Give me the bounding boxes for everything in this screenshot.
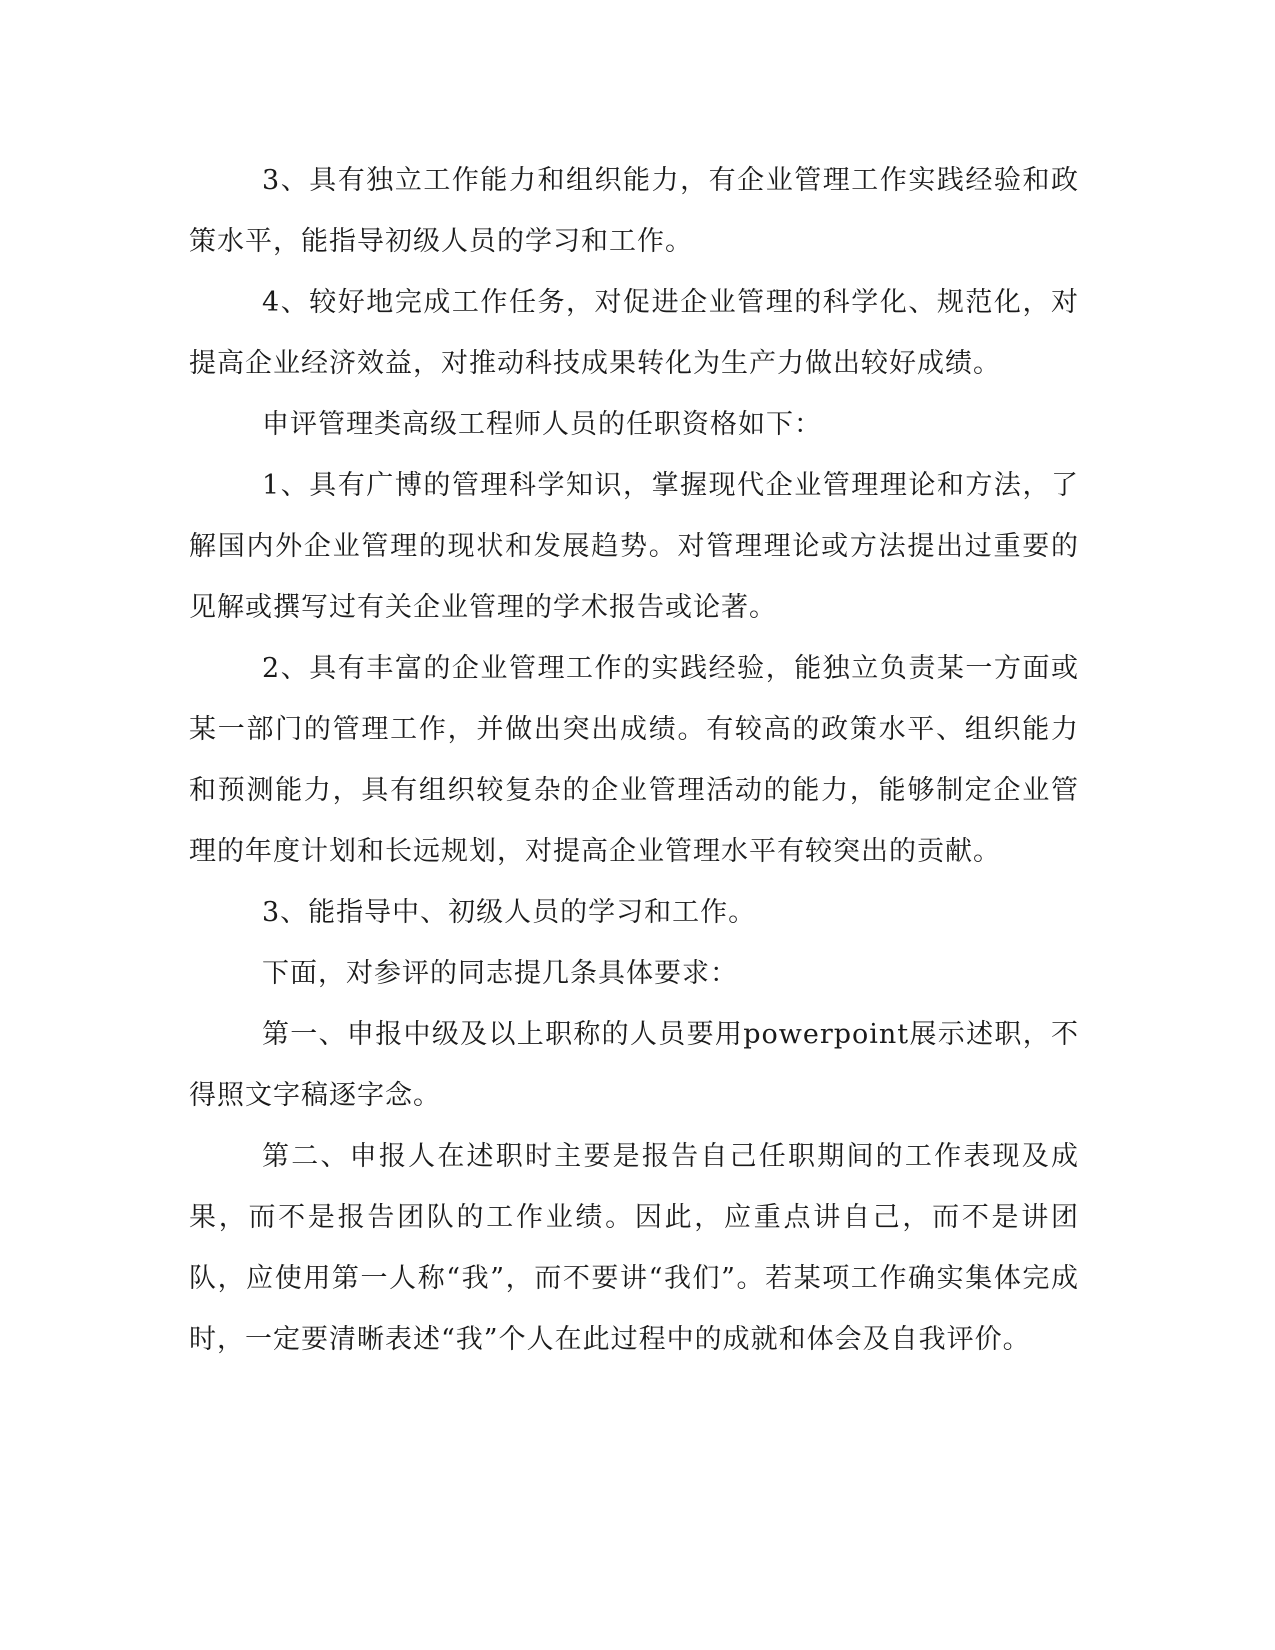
paragraph-senior-item-1: 1、具有广博的管理科学知识，掌握现代企业管理理论和方法，了解国内外企业管理的现状和发展趋势。对管理理论或方法提出过重要的见解或撰写过有关企业管理的学术报告或论著。 xyxy=(189,470,1079,623)
paragraph-requirement-first: 第一、申报中级及以上职称的人员要用powerpoint展示述职，不得照文字稿逐字念。 xyxy=(189,1019,1079,1111)
paragraph-item-3-independent-work: 3、具有独立工作能力和组织能力，有企业管理工作实践经验和政策水平，能指导初级人员的学习和工作。 xyxy=(189,165,1079,257)
paragraph-senior-item-3: 3、能指导中、初级人员的学习和工作。 xyxy=(262,897,757,928)
paragraph-requirement-second: 第二、申报人在述职时主要是报告自己任职期间的工作表现及成果，而不是报告团队的工作业绩。因此，应重点讲自己，而不是讲团队，应使用第一人称“我”，而不要讲“我们”。若某项工作确实集体完成时，一定要清晰表述“我”个人在此过程中的成就和体会及自我评价。 xyxy=(189,1141,1079,1355)
paragraph-senior-item-2: 2、具有丰富的企业管理工作的实践经验，能独立负责某一方面或某一部门的管理工作，并做出突出成绩。有较高的政策水平、组织能力和预测能力，具有组织较复杂的企业管理活动的能力，能够制定企业管理的年度计划和长远规划，对提高企业管理水平有较突出的贡献。 xyxy=(189,653,1079,867)
paragraph-requirements-intro: 下面，对参评的同志提几条具体要求： xyxy=(262,958,738,989)
document-body xyxy=(189,150,1079,1370)
paragraph-item-4-complete-tasks: 4、较好地完成工作任务，对促进企业管理的科学化、规范化，对提高企业经济效益，对推动科技成果转化为生产力做出较好成绩。 xyxy=(189,287,1079,379)
paragraph-senior-engineer-intro: 申评管理类高级工程师人员的任职资格如下： xyxy=(262,409,822,440)
